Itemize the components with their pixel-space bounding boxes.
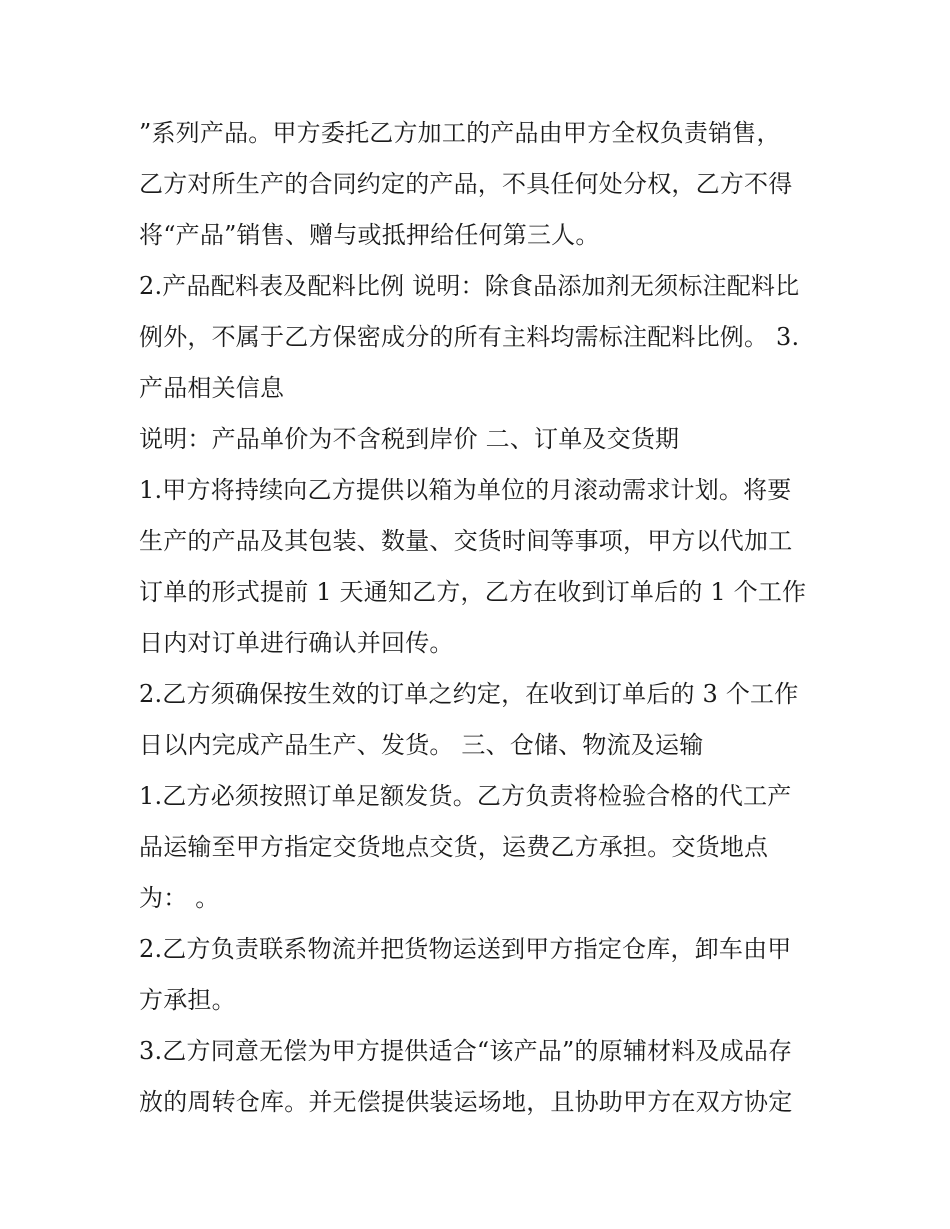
- text-line: ”系列产品。甲方委托乙方加工的产品由甲方全权负责销售，: [139, 119, 781, 147]
- text-line: 放的周转仓库。并无偿提供装运场地，且协助甲方在双方协定: [139, 1088, 793, 1116]
- text-line: 乙方对所生产的合同约定的产品，不具任何处分权，乙方不得: [139, 170, 793, 198]
- document-body: [139, 108, 819, 1128]
- text-line: 3.乙方同意无偿为甲方提供适合“该产品”的原辅材料及成品存: [139, 1037, 793, 1065]
- text-line: 日内对订单进行确认并回传。: [139, 629, 454, 657]
- text-line: 日以内完成产品生产、发货。 三、仓储、物流及运输: [139, 731, 704, 759]
- text-line: 生产的产品及其包装、数量、交货时间等事项，甲方以代加工: [139, 527, 793, 555]
- text-line: 将“产品”销售、赠与或抵押给任何第三人。: [139, 221, 600, 249]
- text-line: 品运输至甲方指定交货地点交货，运费乙方承担。交货地点: [139, 833, 769, 861]
- text-line: 2.乙方负责联系物流并把货物运送到甲方指定仓库，卸车由甲: [139, 935, 792, 963]
- text-line: 2.乙方须确保按生效的订单之约定，在收到订单后的 3 个工作: [139, 680, 799, 708]
- text-line: 方承担。: [139, 986, 236, 1014]
- text-line: 订单的形式提前 1 天通知乙方，乙方在收到订单后的 1 个工作: [139, 578, 807, 606]
- text-line: 说明：产品单价为不含税到岸价 二、订单及交货期: [139, 425, 680, 453]
- text-line: 1.乙方必须按照订单足额发货。乙方负责将检验合格的代工产: [139, 782, 792, 810]
- text-line: 为： 。: [139, 884, 220, 912]
- text-line: 1.甲方将持续向乙方提供以箱为单位的月滚动需求计划。将要: [139, 476, 792, 504]
- text-line: 2.产品配料表及配料比例 说明：除食品添加剂无须标注配料比: [139, 272, 800, 300]
- text-line: 例外，不属于乙方保密成分的所有主料均需标注配料比例。 3.: [139, 323, 800, 351]
- text-line: 产品相关信息: [139, 374, 285, 402]
